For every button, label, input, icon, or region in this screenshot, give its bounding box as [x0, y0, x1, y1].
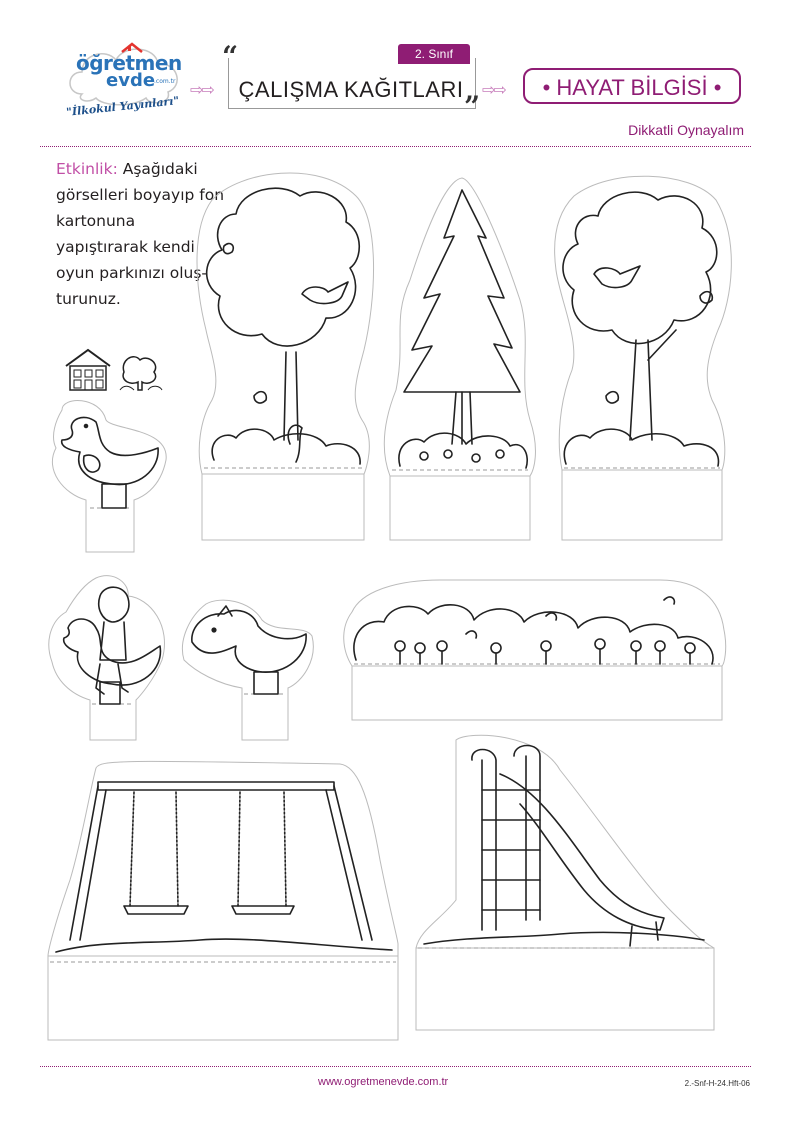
topic-title: Dikkatli Oynayalım — [628, 122, 744, 138]
logo-subtitle: "İlkokul Yayınları" — [65, 94, 180, 119]
logo-domain: .com.tr — [154, 78, 176, 85]
horse-rocker-icon — [192, 606, 306, 694]
logo-brand-text: öğretmen — [76, 51, 182, 75]
activity-text: Aşağıdaki görselleri boyayıp fon kartonuna yapıştırarak kendi oyun parkınızı oluş- turunuz. — [56, 160, 225, 308]
footer-code: 2.-Snf-H-24.Hft-06 — [684, 1079, 750, 1088]
pine-tree-icon — [399, 190, 527, 468]
duck-rocker-icon — [62, 417, 158, 508]
class-tab: 2. Sınıf — [398, 44, 470, 64]
close-quote-icon: ” — [464, 90, 481, 123]
subject-badge: • HAYAT BİLGİSİ • — [523, 68, 741, 104]
footer-divider — [40, 1066, 751, 1067]
activity-label: Etkinlik: — [56, 160, 118, 178]
tree-with-bird-icon — [207, 188, 360, 464]
arrow-right-icon: ⇨⇨ — [190, 80, 213, 99]
bushes-and-flowers-icon — [354, 597, 713, 664]
arrow-right-icon: ⇨⇨ — [482, 80, 505, 99]
logo-brand-text-2: evde — [106, 70, 156, 91]
footer-url[interactable]: www.ogretmenevde.com.tr — [318, 1076, 449, 1088]
worksheet-title: ÇALIŞMA KAĞITLARI — [238, 77, 464, 102]
child-on-duck-rocker-icon — [64, 587, 161, 704]
tree-with-bird-icon — [563, 192, 718, 466]
swing-set-icon — [56, 782, 392, 952]
open-quote-icon: “ — [222, 40, 239, 73]
